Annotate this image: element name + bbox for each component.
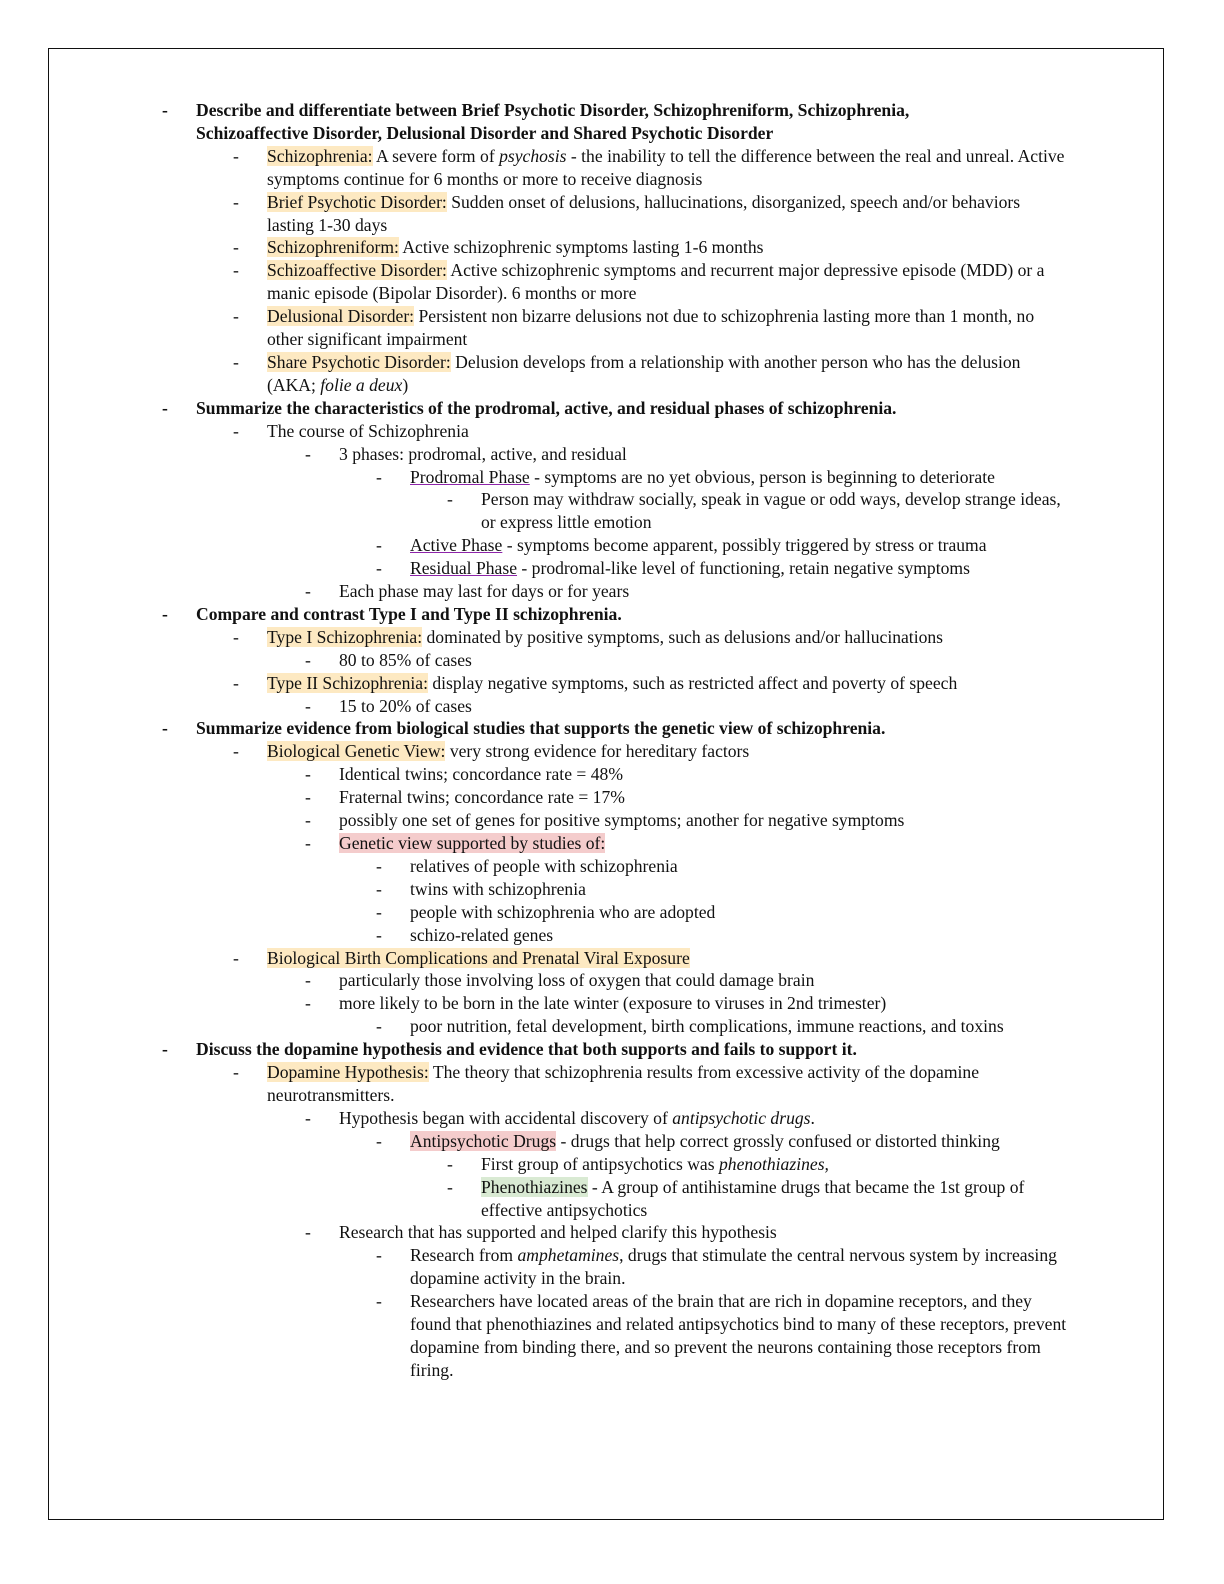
def-schizophreniform <box>233 236 1067 259</box>
bullet: - <box>376 855 382 876</box>
def-text: Active schizophrenic symptoms lasting 1-6 months <box>398 237 764 258</box>
term-highlight: Type I Schizophrenia: <box>267 626 423 647</box>
bullet: - <box>233 260 239 281</box>
def-text: - symptoms are no yet obvious, person is beginning to deteriorate <box>529 466 995 487</box>
def-italic: psychosis <box>499 145 567 166</box>
def-text: - the inability to tell the difference between the real and unreal. Active symptoms continue for 6 months or more to receive diagnosis <box>267 145 1065 189</box>
bullet: - <box>305 970 311 991</box>
def-schizoaffective <box>233 259 1067 305</box>
term-underlined: Active Phase <box>410 535 503 556</box>
term-underlined: Residual Phase <box>410 558 518 579</box>
document-body <box>0 99 1224 1382</box>
list-text: twins with schizophrenia <box>410 878 586 899</box>
def-shared-psychotic <box>233 351 1067 397</box>
oxygen-loss <box>305 969 1074 992</box>
prodromal-phase <box>376 466 1075 489</box>
term-highlight: Type II Schizophrenia: <box>267 672 428 693</box>
def-delusional <box>233 305 1067 351</box>
bullet: - <box>376 1291 382 1312</box>
bullet: - <box>376 901 382 922</box>
def-text: ) <box>402 374 409 395</box>
active-phase <box>376 534 1075 557</box>
def-italic: folie a deux <box>320 374 403 395</box>
dopamine-hypothesis <box>233 1061 1067 1107</box>
bullet: - <box>447 1153 453 1174</box>
question-2 <box>162 397 1026 420</box>
list-text: The course of Schizophrenia <box>267 420 469 441</box>
bullet: - <box>162 718 168 739</box>
first-group <box>447 1153 1076 1176</box>
late-winter <box>305 992 1074 1015</box>
term-highlight-red: Genetic view supported by studies of: <box>339 833 606 853</box>
def-italic: antipsychotic drugs <box>672 1107 811 1128</box>
list-text: Research that has supported and helped clarify this hypothesis <box>339 1222 777 1243</box>
question-5 <box>162 1038 1026 1061</box>
list-text: 80 to 85% of cases <box>339 649 472 670</box>
list-text: people with schizophrenia who are adopted <box>410 901 716 922</box>
bullet: - <box>376 535 382 556</box>
term-underlined: Prodromal Phase <box>410 466 530 487</box>
question-text: Discuss the dopamine hypothesis and evidence that both supports and fails to support it. <box>196 1039 857 1060</box>
study-twins <box>376 878 1075 901</box>
bullet: - <box>233 306 239 327</box>
list-text: 15 to 20% of cases <box>339 695 472 716</box>
bullet: - <box>233 626 239 647</box>
bullet: - <box>305 810 311 831</box>
bullet: - <box>376 878 382 899</box>
list-text: possibly one set of genes for positive symptoms; another for negative symptoms <box>339 810 905 831</box>
phenothiazines <box>447 1176 1076 1222</box>
bullet: - <box>376 1130 382 1151</box>
list-text: Fraternal twins; concordance rate = 17% <box>339 787 625 808</box>
type-2 <box>233 672 1067 695</box>
def-schizophrenia <box>233 145 1067 191</box>
hypothesis-origin <box>305 1107 1074 1130</box>
genetic-view <box>233 740 1067 763</box>
bullet: - <box>162 1039 168 1060</box>
bullet: - <box>233 191 239 212</box>
birth-complications <box>233 947 1067 970</box>
bullet: - <box>447 1176 453 1197</box>
term-highlight: Biological Birth Complications and Prenatal Viral Exposure <box>267 947 690 968</box>
bullet: - <box>305 993 311 1014</box>
phase-duration <box>305 580 1074 603</box>
bullet: - <box>305 443 311 464</box>
question-1 <box>162 99 1026 145</box>
term-highlight: Schizophrenia: <box>267 145 373 166</box>
def-text: - symptoms become apparent, possibly triggered by stress or trauma <box>502 535 987 556</box>
bullet: - <box>305 1222 311 1243</box>
bullet: - <box>233 351 239 372</box>
bullet: - <box>162 603 168 624</box>
term-highlight-green: Phenothiazines <box>481 1176 588 1197</box>
def-text: - drugs that help correct grossly confused or distorted thinking <box>556 1130 1000 1151</box>
bullet: - <box>233 672 239 693</box>
fraternal-twins <box>305 786 1074 809</box>
list-text: more likely to be born in the late winter (exposure to viruses in 2nd trimester) <box>339 993 887 1014</box>
def-brief-psychotic <box>233 191 1067 237</box>
course-of-schizophrenia <box>233 420 1067 443</box>
term-highlight: Brief Psychotic Disorder: <box>267 191 447 212</box>
list-text: Each phase may last for days or for years <box>339 581 630 602</box>
term-highlight: Delusional Disorder: <box>267 306 415 327</box>
bullet: - <box>376 466 382 487</box>
def-text: Delusion develops from a relationship with another person who has the delusion (AKA; <box>267 351 1021 395</box>
list-text: 3 phases: prodromal, active, and residual <box>339 443 627 464</box>
antipsychotic-drugs <box>376 1130 1075 1153</box>
question-text: Summarize the characteristics of the prodromal, active, and residual phases of schizophrenia. <box>196 397 897 418</box>
def-text: - A group of antihistamine drugs that became the 1st group of effective antipsychotics <box>481 1176 1025 1220</box>
list-text: schizo-related genes <box>410 924 554 945</box>
residual-phase <box>376 557 1075 580</box>
list-text: Person may withdraw socially, speak in vague or odd ways, develop strange ideas, or express little emotion <box>481 489 1061 533</box>
bullet: - <box>305 581 311 602</box>
def-text: . <box>810 1107 815 1128</box>
term-highlight-red: Antipsychotic Drugs <box>410 1130 557 1151</box>
bullet: - <box>376 1245 382 1266</box>
def-text: A severe form of <box>372 145 500 166</box>
list-text: poor nutrition, fetal development, birth complications, immune reactions, and toxins <box>410 1016 1004 1037</box>
bullet: - <box>305 833 311 853</box>
study-adopted <box>376 901 1075 924</box>
question-3 <box>162 603 1026 626</box>
supported-by-studies <box>305 832 1074 855</box>
def-text: dominated by positive symptoms, such as delusions and/or hallucinations <box>422 626 944 647</box>
term-highlight: Dopamine Hypothesis: <box>267 1062 429 1083</box>
def-text: Persistent non bizarre delusions not due to schizophrenia lasting more than 1 month, no other significant impairment <box>267 306 1035 350</box>
def-text: Active schizophrenic symptoms and recurrent major depressive episode (MDD) or a manic episode (Bipolar Disorder). 6 months or more <box>267 260 1045 304</box>
bullet: - <box>376 924 382 945</box>
list-text: relatives of people with schizophrenia <box>410 855 678 876</box>
def-text: The theory that schizophrenia results from excessive activity of the dopamine neurotransmitters. <box>267 1062 980 1105</box>
def-text: Hypothesis began with accidental discovery of <box>339 1107 673 1128</box>
identical-twins <box>305 763 1074 786</box>
type-2-percent <box>305 695 1074 718</box>
question-4 <box>162 717 1026 740</box>
nutrition-factors <box>376 1015 1075 1038</box>
bullet: - <box>305 649 311 670</box>
def-text: Sudden onset of delusions, hallucinations, disorganized, speech and/or behaviors lasting 1-30 days <box>267 191 1021 235</box>
def-text: First group of antipsychotics was <box>481 1153 719 1174</box>
bullet: - <box>233 741 239 762</box>
bullet: - <box>233 237 239 258</box>
bullet: - <box>305 764 311 785</box>
bullet: - <box>305 695 311 716</box>
bullet: - <box>162 100 168 120</box>
question-text: Summarize evidence from biological studies that supports the genetic view of schizophrenia. <box>196 718 886 739</box>
list-text: Identical twins; concordance rate = 48% <box>339 764 623 785</box>
study-genes <box>376 924 1075 947</box>
type-1 <box>233 626 1067 649</box>
def-italic: amphetamines <box>517 1245 620 1266</box>
def-text: Research from <box>410 1245 518 1266</box>
bullet: - <box>233 947 239 968</box>
supporting-research <box>305 1221 1074 1244</box>
term-highlight: Schizophreniform: <box>267 237 399 258</box>
term-highlight: Share Psychotic Disorder: <box>267 351 451 372</box>
term-highlight: Schizoaffective Disorder: <box>267 260 447 281</box>
prodromal-detail <box>447 488 1076 534</box>
def-text: - prodromal-like level of functioning, retain negative symptoms <box>517 558 970 579</box>
bullet: - <box>376 1016 382 1037</box>
study-relatives <box>376 855 1075 878</box>
question-text: Describe and differentiate between Brief Psychotic Disorder, Schizophreniform, Schizophrenia, Schizoaffective Disorder, Delusional Disorder and Shared Psychotic Disorder <box>196 100 910 143</box>
three-phases <box>305 443 1074 466</box>
question-text: Compare and contrast Type I and Type II schizophrenia. <box>196 603 622 624</box>
bullet: - <box>305 787 311 808</box>
receptor-research <box>376 1290 1075 1382</box>
bullet: - <box>447 489 453 510</box>
def-text: , drugs that stimulate the central nervous system by increasing dopamine activity in the brain. <box>410 1245 1057 1289</box>
bullet: - <box>233 145 239 166</box>
def-italic: phenothiazines, <box>718 1153 829 1174</box>
bullet: - <box>233 420 239 441</box>
def-text: display negative symptoms, such as restricted affect and poverty of speech <box>427 672 958 693</box>
amphetamine-research <box>376 1244 1075 1290</box>
def-text: very strong evidence for hereditary factors <box>445 741 750 762</box>
bullet: - <box>305 1107 311 1128</box>
bullet: - <box>233 1062 239 1083</box>
bullet: - <box>162 397 168 418</box>
type-1-percent <box>305 649 1074 672</box>
list-text: Researchers have located areas of the brain that are rich in dopamine receptors, and they found that phenothiazines and related antipsychotics bind to many of these receptors, prevent dopamine from binding there, and so prevent the neurons containing those receptors from firing. <box>410 1291 1067 1380</box>
bullet: - <box>376 558 382 579</box>
term-highlight: Biological Genetic View: <box>267 741 446 762</box>
gene-sets <box>305 809 1074 832</box>
list-text: particularly those involving loss of oxygen that could damage brain <box>339 970 815 991</box>
